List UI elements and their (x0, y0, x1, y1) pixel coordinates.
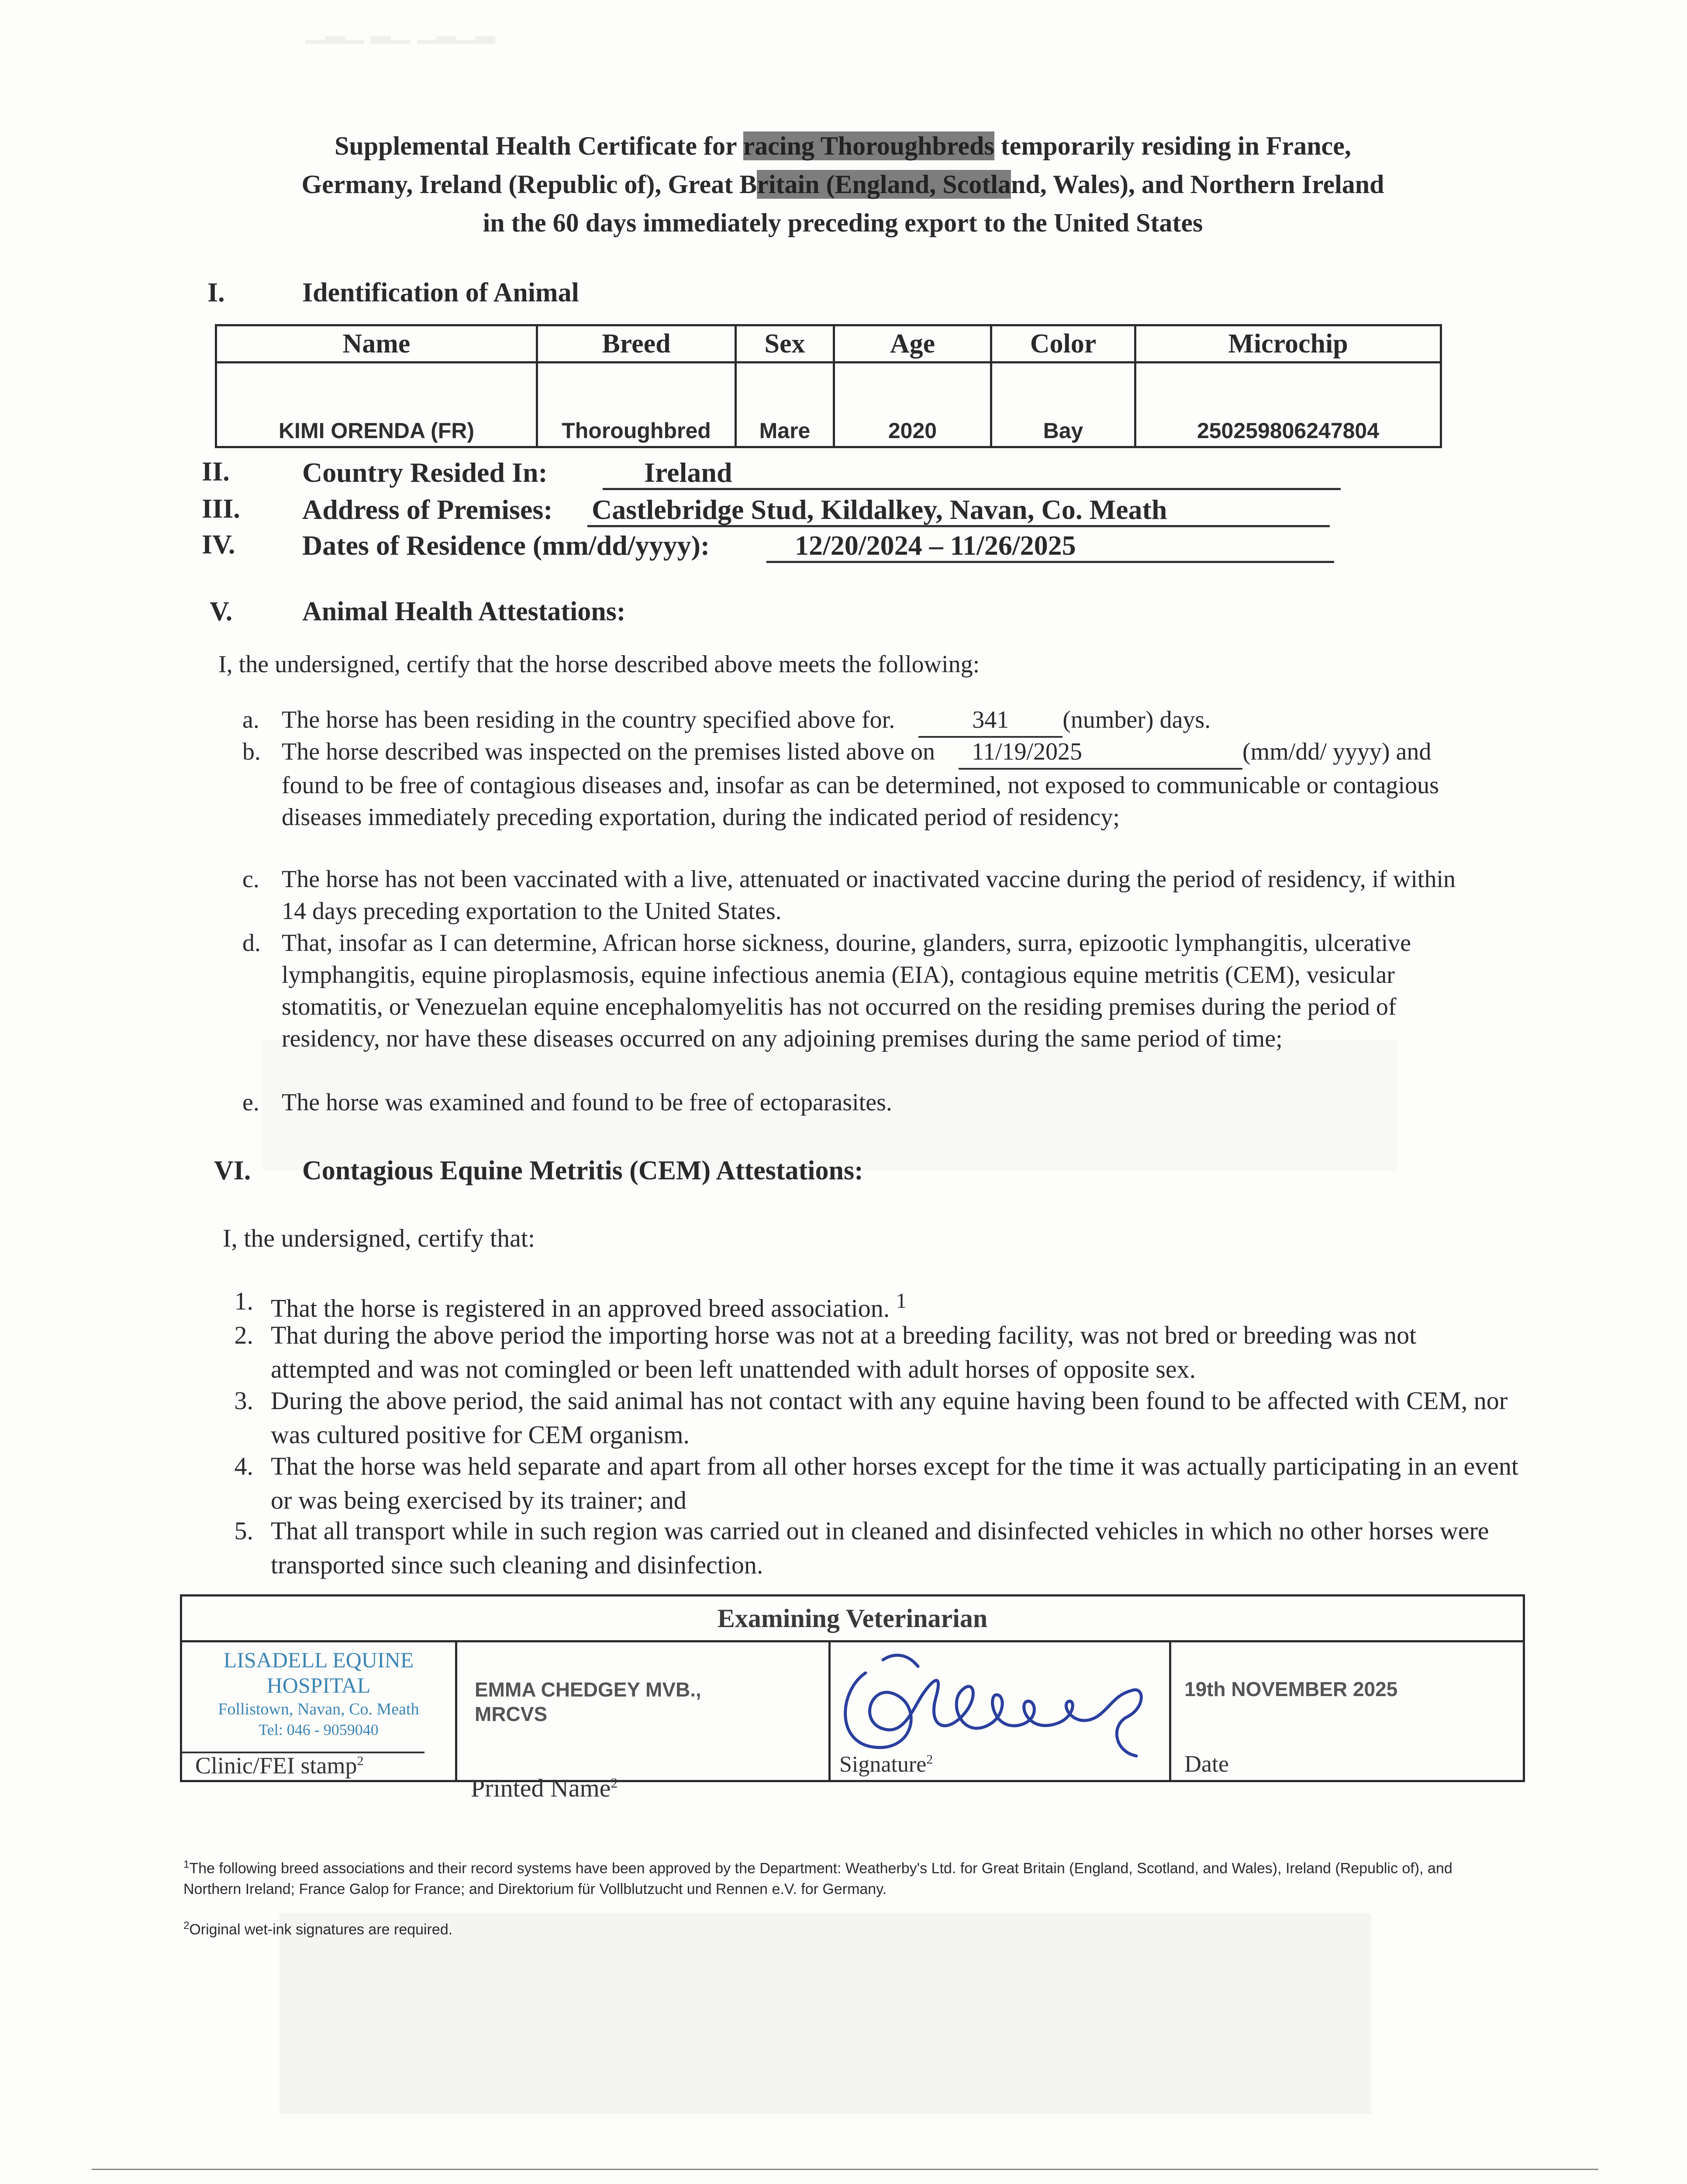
printed-name-text: MRCVS (475, 1703, 548, 1725)
list-marker: 1. (234, 1287, 253, 1315)
col-header-name: Name (216, 325, 537, 363)
printed-name-text: EMMA CHEDGEY MVB., (475, 1678, 701, 1701)
item-text: The horse described was inspected on the premises listed above on (282, 738, 935, 765)
signature-cell (831, 1642, 1171, 1780)
section-number: IV. (202, 530, 235, 560)
clinic-stamp (182, 1648, 455, 1739)
col-header-microchip: Microchip (1135, 325, 1441, 363)
dates-underline (766, 561, 1334, 563)
list-marker: c. (242, 866, 259, 893)
cem-intro: I, the undersigned, certify that: (223, 1224, 535, 1252)
attestation-intro: I, the undersigned, certify that the horse described above meets the following: (218, 651, 980, 678)
stamp-text: LISADELL EQUINE (223, 1648, 414, 1672)
date-value: 19th NOVEMBER 2025 (1184, 1678, 1398, 1700)
dates-label: Dates of Residence (mm/dd/yyyy): (302, 530, 710, 561)
clinic-stamp-cell (182, 1642, 457, 1780)
vet-heading: Examining Veterinarian (182, 1597, 1523, 1642)
footnote-2 (183, 1915, 1057, 1940)
footnote-ref: 2 (611, 1775, 618, 1791)
section-heading: Identification of Animal (302, 278, 579, 308)
section-number: VI. (214, 1156, 251, 1185)
section-heading: Animal Health Attestations: (302, 597, 626, 626)
title-text: temporarily residing in France, (994, 131, 1351, 160)
item-text: The horse has been residing in the country specified above for. (282, 706, 895, 733)
list-marker: e. (242, 1089, 259, 1116)
section-number: III. (202, 494, 240, 524)
item-text: The horse has not been vaccinated with a live, attenuated or inactivated vaccine during the period of residency, if within 14 days preceding exportation to the United States. (282, 866, 1456, 925)
page-bottom-rule (92, 2169, 1598, 2170)
section-number: II. (202, 457, 230, 487)
title-text: Germany, Ireland (Republic of), Great B (301, 170, 757, 199)
clinic-line (182, 1752, 424, 1753)
list-marker: 4. (234, 1452, 253, 1480)
animal-microchip: 250259806247804 (1135, 363, 1441, 447)
country-label: Country Resided In: (302, 457, 548, 488)
address-value: Castlebridge Stud, Kildalkey, Navan, Co. Meath (592, 494, 1167, 525)
days-field: 341 (918, 704, 1063, 738)
footnote-1 (183, 1854, 1494, 1900)
dates-value: 12/20/2024 – 11/26/2025 (795, 530, 1076, 561)
bleed-through-texture: ▁▂▁ ▂▁ ▁▂▁▂ (306, 15, 495, 43)
list-marker: 3. (234, 1386, 253, 1415)
title-text: nd, Wales), and Northern Ireland (1011, 170, 1384, 199)
address-label: Address of Premises: (302, 494, 553, 525)
document-title (144, 127, 1542, 242)
col-header-age: Age (834, 325, 991, 363)
animal-breed: Thoroughbred (537, 363, 736, 447)
table-header-row (216, 325, 1441, 363)
label-text: Signature (839, 1752, 927, 1777)
item-text: That the horse was held separate and apart from all other horses except for the time it was actually participating in an event or was being exercised by its trainer; and (271, 1452, 1519, 1514)
col-header-color: Color (991, 325, 1135, 363)
animal-name: KIMI ORENDA (FR) (216, 363, 537, 447)
label-text: Printed Name (471, 1774, 611, 1802)
title-text: in the 60 days immediately preceding export to the United States (483, 208, 1203, 237)
examining-veterinarian-box (180, 1594, 1525, 1782)
footnote-marker: 2 (183, 1920, 190, 1932)
section-number: I. (207, 278, 225, 308)
footnote-marker: 1 (183, 1859, 190, 1870)
section-number: V. (210, 597, 233, 626)
animal-color: Bay (991, 363, 1135, 447)
footnote-ref: 2 (926, 1752, 933, 1767)
country-underline (603, 488, 1341, 490)
section-heading: Contagious Equine Metritis (CEM) Attestations: (302, 1156, 863, 1185)
table-row (216, 363, 1441, 447)
item-text: That all transport while in such region was carried out in cleaned and disinfected vehicles in which no other horses were transported since such cleaning and disinfection. (271, 1517, 1489, 1579)
animal-age: 2020 (834, 363, 991, 447)
footnote-ref: 2 (357, 1754, 364, 1768)
item-text: That, insofar as I can determine, African horse sickness, dourine, glanders, surra, epizootic lymphangitis, ulcerative lymphangitis, equine piroplasmosis, equine infectious anemia (EIA), contagious equine metritis (CEM), vesicular stomatitis, or Venezuelan equine encephalomyelitis has not occurred on the residing premises during the period of residency, nor have these diseases occurred on any adjoining premises during the same period of time; (282, 930, 1411, 1052)
list-marker: 5. (234, 1517, 253, 1545)
title-text: Supplemental Health Certificate for (335, 131, 743, 160)
stamp-text: Tel: 046 - 9059040 (259, 1721, 379, 1738)
stamp-text: Follistown, Navan, Co. Meath (218, 1700, 419, 1718)
date-label: Date (1184, 1751, 1229, 1777)
bleed-through-texture (279, 1913, 1371, 2114)
item-text: That during the above period the importing horse was not at a breeding facility, was not bred or breeding was not attempted and was not comingled or been left unattended with adult horses of opposite sex. (271, 1321, 1417, 1383)
item-text: During the above period, the said animal has not contact with any equine having been found to be affected with CEM, nor was cultured positive for CEM organism. (271, 1386, 1508, 1449)
date-cell (1171, 1642, 1523, 1780)
stamp-text: HOSPITAL (266, 1673, 371, 1697)
item-text: and found to be free of contagious diseases and, insofar as can be determined, not exposed to communicable or contagious diseases immediately preceding exportation, during the indicated period of residency; (282, 738, 1439, 831)
footnote-text: Original wet-ink signatures are required. (189, 1921, 453, 1938)
footnote-text: The following breed associations and their record systems have been approved by the Department: Weatherby's Ltd. for Great Britain (England, Scotland, and Wales), Ireland (Republic of), and Northern Ireland; France Galop for France; and Direktorium für Vollblutzucht und Rennen e.V. for Germany. (183, 1860, 1452, 1898)
printed-name-cell (457, 1642, 831, 1780)
printed-name-label (471, 1773, 618, 1803)
col-header-sex: Sex (736, 325, 834, 363)
animal-identification-table (215, 324, 1442, 448)
printed-name-value (475, 1677, 701, 1726)
footnote-ref: 1 (896, 1289, 907, 1313)
list-marker: a. (242, 706, 259, 733)
item-text: That the horse is registered in an approved breed association. (271, 1294, 890, 1323)
list-marker: d. (242, 930, 261, 957)
inspection-date-field: 11/19/2025 (959, 736, 1242, 770)
list-marker: 2. (234, 1321, 253, 1349)
item-text: The horse was examined and found to be free of ectoparasites. (282, 1089, 892, 1116)
item-text: (number) days. (1063, 706, 1211, 733)
col-header-breed: Breed (537, 325, 736, 363)
clinic-label (195, 1752, 364, 1779)
signature-label (839, 1752, 933, 1777)
title-highlight: racing Thoroughbreds (743, 131, 994, 160)
country-value: Ireland (644, 457, 732, 488)
item-text: (mm/dd/ yyyy) (1242, 738, 1390, 765)
list-marker: b. (242, 738, 261, 765)
title-highlight: ritain (England, Scotla (757, 170, 1011, 199)
address-underline (587, 525, 1330, 527)
animal-sex: Mare (736, 363, 834, 447)
label-text: Clinic/FEI stamp (195, 1752, 357, 1779)
